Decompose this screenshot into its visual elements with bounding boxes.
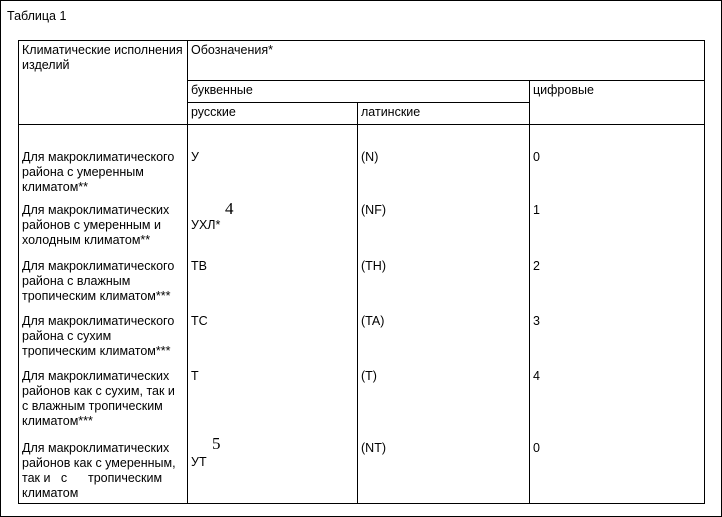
header-russian: русские [188, 103, 358, 125]
row-name: Для макроклиматического района с умеренным климатом** [19, 125, 188, 198]
row-digital: 4 [530, 361, 705, 431]
header-designations: Обозначения* [188, 41, 705, 81]
row-digital: 1 [530, 197, 705, 250]
row-russian: У [188, 125, 358, 198]
row-name: Для макроклиматических районов как с сухим, так и с влажным тропическим климатом*** [19, 361, 188, 431]
header-letter: буквенные [188, 81, 530, 103]
header-row-1 [19, 41, 705, 81]
table-row [19, 250, 705, 306]
row-russian [188, 197, 358, 250]
row-name: Для макроклиматического района с влажным тропическим климатом*** [19, 250, 188, 306]
row-latin: (NT) [358, 431, 530, 504]
row-latin: (T) [358, 361, 530, 431]
table-caption: Таблица 1 [7, 9, 67, 23]
row-digital: 3 [530, 306, 705, 361]
row-russian [188, 431, 358, 504]
climate-table [18, 40, 705, 504]
row-russian-text: УТ [191, 455, 207, 469]
table-row [19, 431, 705, 504]
header-latin: латинские [358, 103, 530, 125]
handwritten-mark: 5 [212, 434, 221, 453]
row-russian: ТВ [188, 250, 358, 306]
table-row [19, 361, 705, 431]
row-name: Для макроклиматических районов с умеренным и холодным климатом** [19, 197, 188, 250]
row-name: Для макроклиматических районов как с умеренным, так и с тропическим климатом [19, 431, 188, 504]
header-digital: цифровые [530, 81, 705, 125]
header-climate-versions: Климатические исполнения изделий [19, 41, 188, 125]
table-row [19, 125, 705, 198]
row-latin: (TH) [358, 250, 530, 306]
row-latin: (TA) [358, 306, 530, 361]
row-name: Для макроклиматического района с сухим тропическим климатом*** [19, 306, 188, 361]
row-latin: (NF) [358, 197, 530, 250]
row-russian: Т [188, 361, 358, 431]
row-digital: 0 [530, 431, 705, 504]
table-row [19, 306, 705, 361]
row-digital: 2 [530, 250, 705, 306]
table-row [19, 197, 705, 250]
row-russian: ТС [188, 306, 358, 361]
row-russian-text: УХЛ* [191, 218, 221, 232]
handwritten-mark: 4 [225, 199, 234, 218]
row-latin: (N) [358, 125, 530, 198]
row-digital: 0 [530, 125, 705, 198]
